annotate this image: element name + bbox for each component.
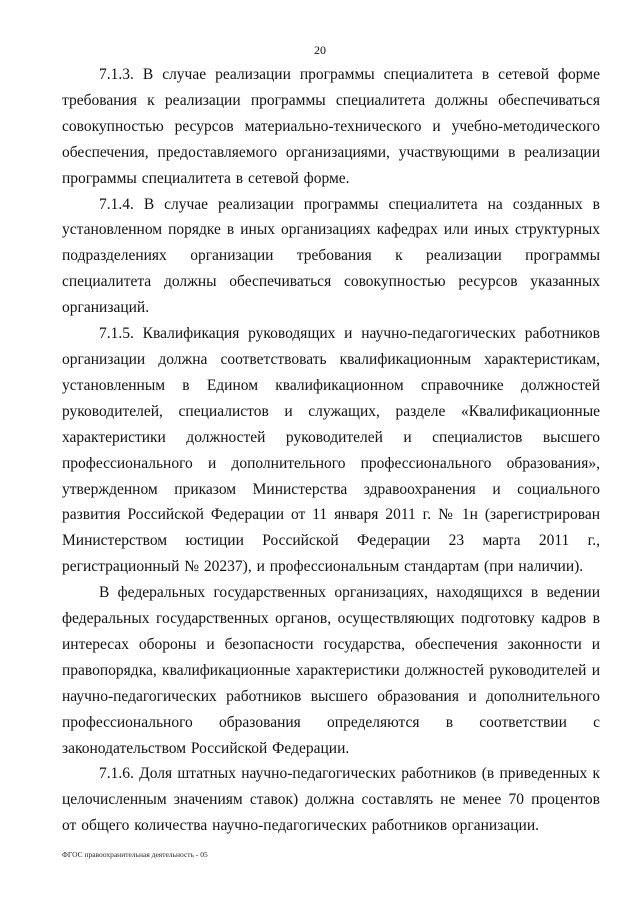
- paragraph-7-1-3: 7.1.3. В случае реализации программы специалитета в сетевой форме требования к реализации программы специалитета должны обеспечиваться совокупностью ресурсов материально-технического и учебно-методического обеспечения, предоставляемого организациями, участвующими в реализации программы специалитета в сетевой форме.: [62, 66, 600, 187]
- page-number: 20: [314, 43, 326, 57]
- paragraph-7-1-4: 7.1.4. В случае реализации программы специалитета на созданных в установленном порядке в иных организациях кафедрах или иных структурных подразделениях организации требования к реализации программы специалитета должны обеспечиваться совокупностью ресурсов указанных организаций.: [62, 195, 600, 317]
- paragraph-federal-organizations: В федеральных государственных организациях, находящихся в ведении федеральных государственных органов, осуществляющих подготовку кадров в интересах обороны и безопасности государства, обеспечения законности и правопорядка, квалификационные характеристики должностей руководителей и научно-педагогических работников высшего образования и дополнительного профессионального образования определяются в соответствии с законодательством Российской Федерации.: [62, 584, 600, 757]
- page-footer: ФГОС правоохранительная деятельность - 05: [62, 850, 208, 859]
- document-body: [62, 62, 600, 839]
- paragraph-7-1-5: 7.1.5. Квалификация руководящих и научно-педагогических работников организации должна соответствовать квалификационным характеристикам, установленным в Едином квалификационном справочнике должностей руководителей, специалистов и служащих, разделе «Квалификационные характеристики должностей руководителей и специалистов высшего профессионального и дополнительного профессионального образования», утвержденном приказом Министерства здравоохранения и социального развития Российской Федерации от 11 января 2011 г. № 1н (зарегистрирован Министерством юстиции Российской Федерации 23 марта 2011 г., регистрационный № 20237), и профессиональным стандартам (при наличии).: [62, 325, 600, 576]
- paragraph-7-1-6: 7.1.6. Доля штатных научно-педагогических работников (в приведенных к целочисленным значениям ставок) должна составлять не менее 70 процентов от общего количества научно-педагогических работников организации.: [62, 765, 600, 835]
